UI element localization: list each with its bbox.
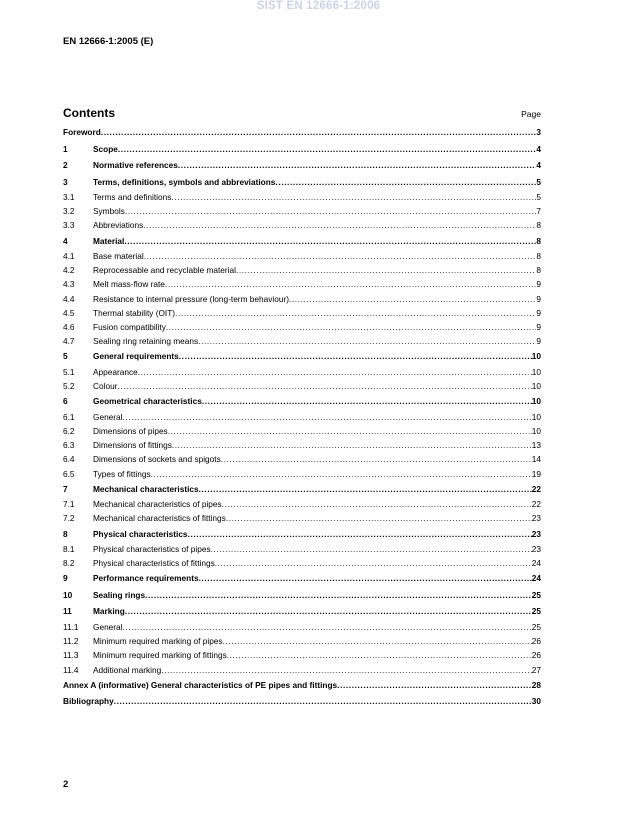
toc-entry[interactable] <box>63 292 541 306</box>
toc-entry-page: 10 <box>531 381 541 392</box>
toc-entry-page: 19 <box>531 468 541 479</box>
toc-dot-leader <box>222 497 532 511</box>
toc-entry-number: 5.2 <box>63 381 75 392</box>
toc-entry-number: 6.2 <box>63 425 75 436</box>
toc-entry-page: 10 <box>531 396 541 407</box>
toc-dot-leader <box>223 634 532 648</box>
toc-entry-title: Symbols <box>93 206 125 217</box>
page-number: 2 <box>63 779 69 790</box>
toc-dot-leader <box>145 587 532 604</box>
toc-entry-title: Sealing ring retaining means <box>93 336 199 347</box>
toc-entry-number: 4.2 <box>63 265 75 276</box>
toc-entry-title: Performance requirements <box>93 573 199 584</box>
toc-entry[interactable] <box>63 334 541 348</box>
toc-entry[interactable] <box>63 511 541 525</box>
toc-entry-number: 5 <box>63 351 68 362</box>
toc-entry-page: 5 <box>536 192 541 202</box>
toc-entry[interactable] <box>63 365 541 379</box>
toc-entry[interactable] <box>63 249 541 263</box>
table-of-contents <box>63 124 541 710</box>
toc-dot-leader <box>123 410 532 424</box>
toc-entry[interactable] <box>63 190 541 204</box>
toc-dot-leader <box>179 348 532 365</box>
toc-entry-number: 11 <box>63 606 72 617</box>
toc-entry-number: 4.6 <box>63 322 75 332</box>
toc-entry[interactable] <box>63 263 541 277</box>
contents-header <box>63 106 541 120</box>
toc-dot-leader <box>101 124 537 141</box>
toc-entry-title: General <box>93 621 123 632</box>
toc-entry[interactable] <box>63 526 541 543</box>
toc-entry-number: 11.1 <box>63 621 79 632</box>
toc-entry-page: 8 <box>536 251 541 262</box>
toc-dot-leader <box>211 542 532 556</box>
toc-entry[interactable] <box>63 277 541 291</box>
toc-entry[interactable] <box>63 634 541 648</box>
toc-entry-page: 9 <box>536 279 541 290</box>
toc-entry-title: General <box>93 411 123 422</box>
toc-dot-leader <box>161 663 532 677</box>
toc-entry-number: 3.1 <box>63 192 75 202</box>
toc-entry-page: 24 <box>531 573 541 584</box>
toc-entry-number: 11.3 <box>63 650 79 661</box>
toc-entry-page: 26 <box>531 650 541 661</box>
toc-entry-number: 9 <box>63 573 68 584</box>
toc-entry-title: Bibliography <box>63 696 114 707</box>
toc-dot-leader <box>172 438 532 452</box>
toc-entry-title: Appearance <box>93 366 138 377</box>
toc-entry-page: 26 <box>531 636 541 647</box>
toc-entry-title: Physical characteristics of pipes <box>93 544 211 555</box>
toc-entry[interactable] <box>63 620 541 634</box>
toc-dot-leader <box>138 365 532 379</box>
toc-entry-number: 8 <box>63 528 68 539</box>
toc-entry[interactable] <box>63 497 541 511</box>
toc-entry-page: 30 <box>531 696 541 707</box>
toc-entry-title: Melt mass-flow rate <box>93 279 165 290</box>
toc-entry-page: 4 <box>536 143 541 154</box>
toc-entry-number: 4.7 <box>63 336 75 347</box>
toc-entry-title: Mechanical characteristics of fittings <box>93 513 226 524</box>
toc-entry[interactable] <box>63 157 541 174</box>
document-id: EN 12666-1:2005 (E) <box>63 36 154 47</box>
toc-entry-page: 9 <box>536 336 541 347</box>
toc-entry-title: Scope <box>93 143 118 154</box>
toc-dot-leader <box>202 393 532 410</box>
toc-dot-leader <box>275 174 536 191</box>
toc-entry-number: 4 <box>63 235 68 246</box>
toc-dot-leader <box>178 157 537 174</box>
toc-entry[interactable] <box>63 204 541 218</box>
toc-entry-title: Geometrical characteristics <box>93 396 202 407</box>
toc-entry-title: Mechanical characteristics <box>93 483 199 494</box>
toc-entry-title: Mechanical characteristics of pipes <box>93 499 222 510</box>
toc-entry[interactable] <box>63 379 541 393</box>
toc-dot-leader <box>236 263 536 277</box>
toc-entry-page: 8 <box>536 265 541 276</box>
toc-entry-number: 11.2 <box>63 636 79 647</box>
toc-entry-page: 10 <box>531 351 541 362</box>
toc-dot-leader <box>123 620 532 634</box>
page-column-label: Page <box>521 109 541 119</box>
toc-entry[interactable] <box>63 218 541 232</box>
toc-dot-leader <box>198 334 536 348</box>
toc-entry[interactable] <box>63 663 541 677</box>
toc-entry-page: 22 <box>531 499 541 510</box>
toc-entry-page: 9 <box>536 307 541 318</box>
toc-dot-leader <box>118 141 536 158</box>
toc-entry-number: 3.3 <box>63 220 75 231</box>
toc-dot-leader <box>337 677 532 694</box>
toc-dot-leader <box>289 292 536 306</box>
toc-dot-leader <box>215 556 532 570</box>
toc-entry-number: 7 <box>63 483 68 494</box>
toc-dot-leader <box>199 481 532 498</box>
toc-dot-leader <box>114 693 532 710</box>
toc-entry-number: 4.5 <box>63 307 75 318</box>
toc-entry-title: Additional marking <box>93 664 162 675</box>
toc-dot-leader <box>171 190 536 204</box>
toc-entry[interactable] <box>63 467 541 481</box>
toc-entry-title: Minimum required marking of fittings <box>93 650 227 661</box>
contents-title: Contents <box>63 106 115 120</box>
toc-entry-page: 22 <box>531 483 541 494</box>
toc-dot-leader <box>221 452 532 466</box>
toc-entry[interactable] <box>63 438 541 452</box>
toc-entry[interactable] <box>63 174 541 191</box>
toc-dot-leader <box>125 603 532 620</box>
toc-entry-title: Dimensions of fittings <box>93 440 172 451</box>
toc-entry-title: Marking <box>93 606 125 617</box>
toc-dot-leader <box>151 467 532 481</box>
toc-entry-page: 27 <box>531 664 541 675</box>
toc-entry[interactable] <box>63 124 541 141</box>
toc-entry-number: 4.1 <box>63 251 75 262</box>
toc-entry[interactable] <box>63 393 541 410</box>
toc-entry-page: 24 <box>531 558 541 569</box>
toc-entry-title: Annex A (informative) General characteristics of PE pipes and fittings <box>63 679 338 690</box>
toc-entry-number: 3 <box>63 176 68 187</box>
toc-entry-page: 9 <box>536 322 541 332</box>
toc-entry-number: 10 <box>63 589 73 600</box>
toc-dot-leader <box>166 320 537 334</box>
toc-entry-page: 23 <box>531 528 541 539</box>
toc-entry[interactable] <box>63 452 541 466</box>
toc-dot-leader <box>199 570 532 587</box>
toc-entry-title: Material <box>93 235 125 246</box>
toc-entry-page: 25 <box>531 589 541 600</box>
toc-entry[interactable] <box>63 410 541 424</box>
toc-entry[interactable] <box>63 233 541 250</box>
toc-entry[interactable] <box>63 424 541 438</box>
toc-entry-page: 5 <box>536 176 541 187</box>
toc-entry-number: 8.1 <box>63 544 75 555</box>
toc-entry-title: Sealing rings <box>93 589 146 600</box>
toc-entry-page: 10 <box>531 425 541 436</box>
toc-entry-page: 10 <box>531 366 541 377</box>
toc-entry-number: 4.3 <box>63 279 75 290</box>
toc-entry[interactable] <box>63 320 541 334</box>
toc-entry-page: 10 <box>531 411 541 422</box>
watermark: SIST EN 12666-1:2006 <box>256 0 381 12</box>
toc-entry-page: 8 <box>536 235 541 246</box>
toc-entry-title: Abbreviations <box>93 220 144 231</box>
toc-entry-title: Foreword <box>63 127 101 137</box>
toc-entry[interactable] <box>63 677 541 694</box>
toc-entry-number: 1 <box>63 143 68 154</box>
toc-entry[interactable] <box>63 603 541 620</box>
toc-entry-number: 8.2 <box>63 558 75 569</box>
toc-entry-page: 23 <box>531 544 541 555</box>
toc-entry-number: 7.2 <box>63 513 75 524</box>
toc-entry-page: 14 <box>531 454 541 465</box>
toc-entry-title: Base material <box>93 251 144 262</box>
toc-entry-number: 6 <box>63 396 68 407</box>
toc-entry-page: 13 <box>531 440 541 451</box>
toc-entry-title: Terms and definitions <box>93 192 172 202</box>
toc-entry-number: 4.4 <box>63 293 75 304</box>
toc-entry-number: 3.2 <box>63 206 75 217</box>
toc-entry-page: 4 <box>536 160 541 170</box>
toc-entry-title: Types of fittings <box>93 468 151 479</box>
toc-entry[interactable] <box>63 306 541 320</box>
toc-entry-title: Terms, definitions, symbols and abbreviations <box>93 176 276 187</box>
toc-entry-number: 6.3 <box>63 440 75 451</box>
toc-dot-leader <box>144 249 537 263</box>
toc-entry-title: Reprocessable and recyclable material <box>93 265 236 276</box>
toc-dot-leader <box>165 277 536 291</box>
toc-entry-number: 6.5 <box>63 468 75 479</box>
toc-entry-title: Physical characteristics <box>93 528 188 539</box>
toc-entry-title: Colour <box>93 381 118 392</box>
toc-entry-title: Resistance to internal pressure (long-term behaviour) <box>93 293 289 304</box>
toc-entry-title: Minimum required marking of pipes <box>93 636 223 647</box>
toc-entry-page: 25 <box>531 621 541 632</box>
toc-entry-page: 9 <box>536 293 541 304</box>
toc-entry-number: 5.1 <box>63 366 75 377</box>
toc-entry[interactable] <box>63 693 541 710</box>
toc-entry-page: 23 <box>531 513 541 524</box>
toc-entry-number: 6.4 <box>63 454 75 465</box>
toc-dot-leader <box>168 424 532 438</box>
toc-entry-number: 2 <box>63 160 68 170</box>
toc-entry-title: Thermal stability (OIT) <box>93 307 176 318</box>
toc-entry-number: 6.1 <box>63 411 75 422</box>
toc-entry-title: Dimensions of pipes <box>93 425 168 436</box>
toc-dot-leader <box>188 526 532 543</box>
toc-entry-number: 11.4 <box>63 664 79 675</box>
toc-entry-title: General requirements <box>93 351 179 362</box>
toc-entry[interactable] <box>63 542 541 556</box>
toc-entry-page: 7 <box>536 206 541 217</box>
toc-entry[interactable] <box>63 556 541 570</box>
toc-dot-leader <box>143 218 536 232</box>
toc-entry[interactable] <box>63 481 541 498</box>
toc-dot-leader <box>124 233 536 250</box>
toc-entry-title: Fusion compatibility <box>93 322 166 332</box>
toc-entry[interactable] <box>63 570 541 587</box>
toc-entry-number: 7.1 <box>63 499 75 510</box>
toc-entry[interactable] <box>63 648 541 662</box>
toc-entry-page: 3 <box>536 127 541 137</box>
toc-entry[interactable] <box>63 348 541 365</box>
toc-entry-title: Dimensions of sockets and spigots <box>93 454 221 465</box>
toc-entry-title: Physical characteristics of fittings <box>93 558 215 569</box>
toc-dot-leader <box>227 648 532 662</box>
toc-entry-page: 8 <box>536 220 541 231</box>
toc-dot-leader <box>117 379 531 393</box>
toc-entry-title: Normative references <box>93 160 178 170</box>
toc-entry-page: 28 <box>531 679 541 690</box>
toc-entry[interactable] <box>63 141 541 158</box>
toc-dot-leader <box>226 511 532 525</box>
toc-dot-leader <box>175 306 536 320</box>
toc-entry-page: 25 <box>531 606 541 617</box>
toc-dot-leader <box>125 204 537 218</box>
toc-entry[interactable] <box>63 587 541 604</box>
